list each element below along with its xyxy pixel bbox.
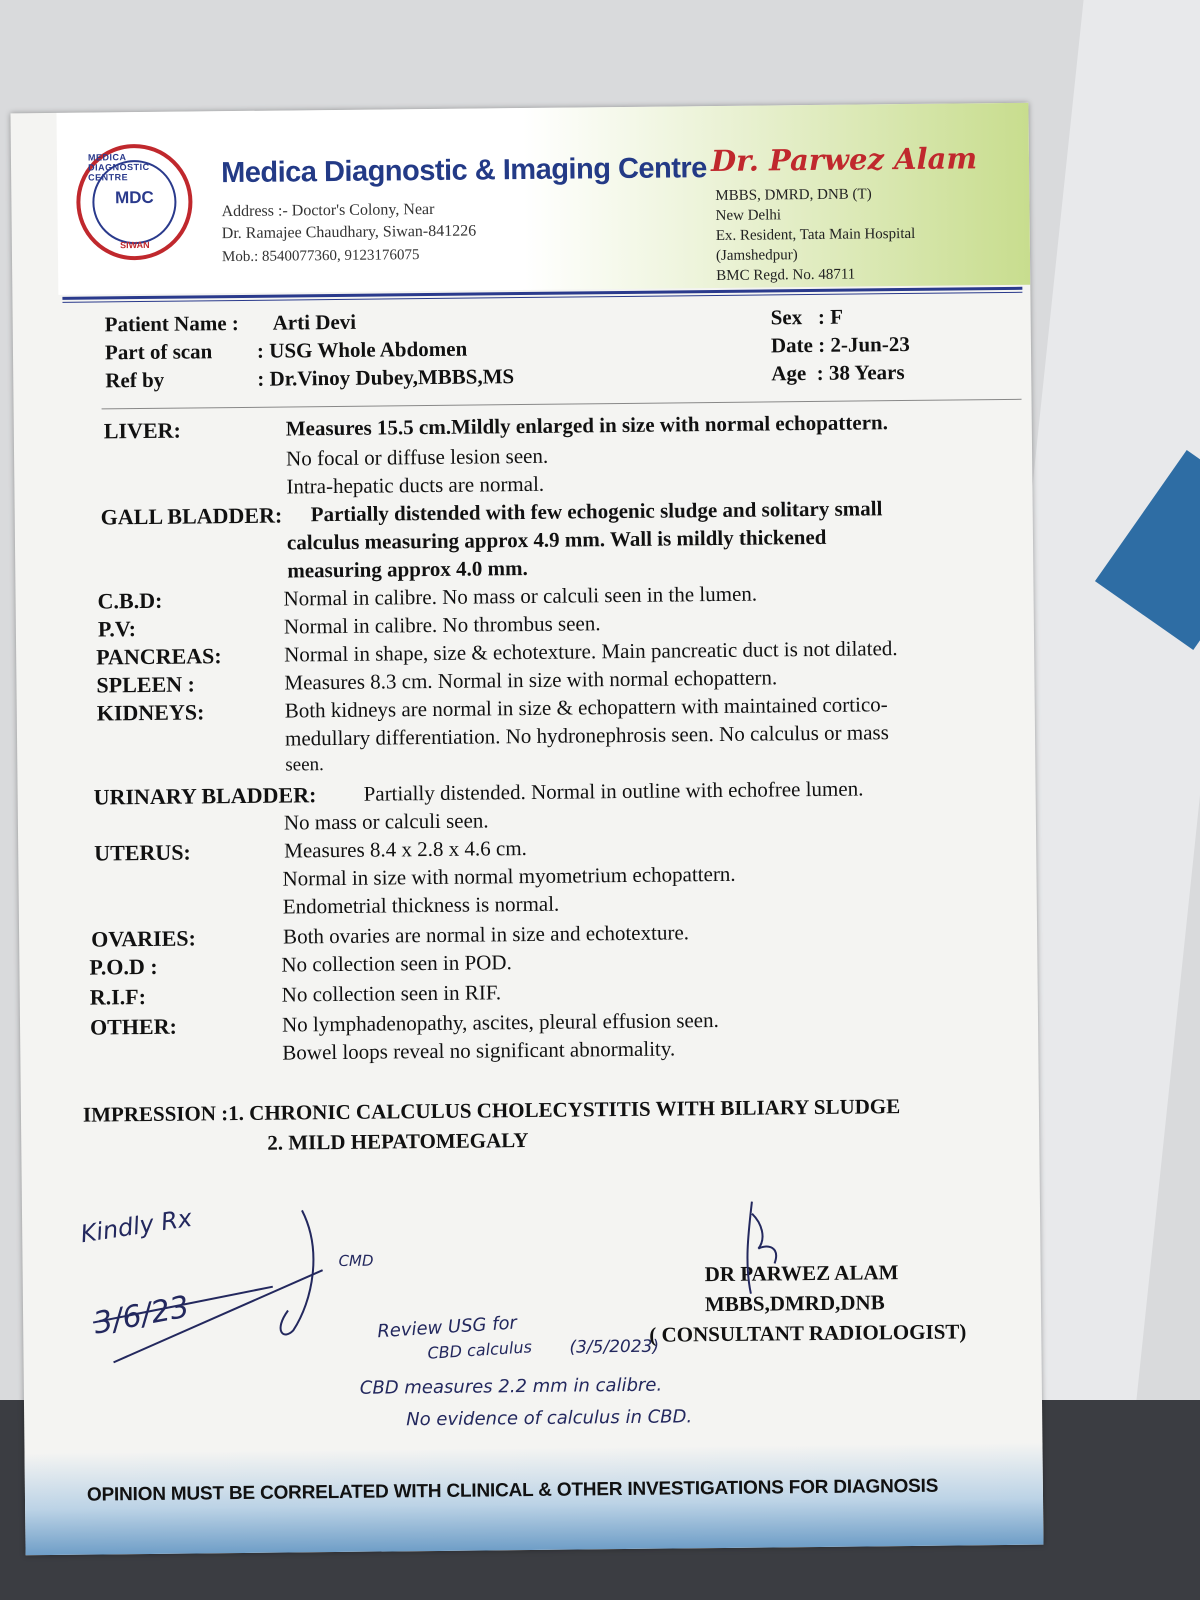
impression-line-1: IMPRESSION :1. CHRONIC CALCULUS CHOLECYSTITIS WITH BILIARY SLUDGE xyxy=(82,1094,901,1127)
pv-label: P.V: xyxy=(97,616,137,642)
gall-bladder-finding-1: Partially distended with few echogenic sludge and solitary small xyxy=(310,496,883,527)
logo-arc-text: MEDICA DIAGNOSTIC CENTRE xyxy=(87,152,150,183)
cbd-label: C.B.D: xyxy=(97,587,163,614)
handwritten-note-1: Review USG for xyxy=(376,1312,518,1343)
gall-bladder-finding-2: calculus measuring approx 4.9 mm. Wall is mildly thickened xyxy=(286,524,827,555)
radiologist-degrees: MBBS,DMRD,DNB xyxy=(704,1290,885,1317)
clinic-mobile: Mob.: 8540077360, 9123176075 xyxy=(221,247,420,266)
gall-bladder-label: GALL BLADDER: xyxy=(100,502,283,530)
doctor-city: New Delhi xyxy=(715,207,782,224)
radiologist-signature xyxy=(722,1193,803,1304)
doctor-regd: BMC Regd. No. 48711 xyxy=(716,266,856,284)
handwritten-cmd: CMD xyxy=(338,1251,374,1270)
other-finding-2: Bowel loops reveal no significant abnormality. xyxy=(282,1036,676,1065)
cbd-finding: Normal in calibre. No mass or calculi seen in the lumen. xyxy=(283,581,758,611)
pod-label: P.O.D : xyxy=(89,953,158,980)
handwritten-note-4: No evidence of calculus in CBD. xyxy=(406,1406,693,1431)
clinic-address-2: Dr. Ramajee Chaudhary, Siwan-841226 xyxy=(221,222,477,243)
gall-bladder-finding-3: measuring approx 4.0 mm. xyxy=(287,555,528,583)
part-of-scan-label: Part of scan xyxy=(104,339,213,365)
pv-finding: Normal in calibre. No thrombus seen. xyxy=(283,611,601,639)
rif-label: R.I.F: xyxy=(89,984,147,1010)
uterus-finding-1: Measures 8.4 x 2.8 x 4.6 cm. xyxy=(284,836,527,863)
kidneys-finding-3: seen. xyxy=(285,754,324,776)
patient-sex: Sex : F xyxy=(770,304,844,330)
clinic-name: Medica Diagnostic & Imaging Centre xyxy=(220,152,708,190)
urinary-bladder-finding-1: Partially distended. Normal in outline with echofree lumen. xyxy=(363,776,864,806)
kidneys-label: KIDNEYS: xyxy=(96,699,205,726)
uterus-finding-3: Endometrial thickness is normal. xyxy=(282,891,560,919)
pod-finding: No collection seen in POD. xyxy=(281,950,512,977)
liver-label: LIVER: xyxy=(103,417,181,444)
handwritten-note-3: CBD measures 2.2 mm in calibre. xyxy=(359,1374,663,1399)
logo-place: SIWAN xyxy=(120,239,150,251)
urinary-bladder-label: URINARY BLADDER: xyxy=(93,782,317,810)
patient-divider xyxy=(102,399,1022,410)
footer-disclaimer: OPINION MUST BE CORRELATED WITH CLINICAL & OTHER INVESTIGATIONS FOR DIAGNOSIS xyxy=(86,1475,939,1506)
impression-line-2: 2. MILD HEPATOMEGALY xyxy=(267,1128,529,1155)
ovaries-label: OVARIES: xyxy=(90,925,197,952)
logo-initials: MDC xyxy=(114,187,154,208)
urinary-bladder-finding-2: No mass or calculi seen. xyxy=(283,808,489,835)
doctor-name: Dr. Parwez Alam xyxy=(710,141,978,179)
liver-finding-3: Intra-hepatic ducts are normal. xyxy=(286,471,545,499)
liver-finding-1: Measures 15.5 cm.Mildly enlarged in size with normal echopattern. xyxy=(285,410,889,441)
ovaries-finding: Both ovaries are normal in size and echotexture. xyxy=(282,920,690,949)
clinic-logo xyxy=(76,143,193,260)
spleen-label: SPLEEN : xyxy=(96,671,196,698)
doctor-resident: Ex. Resident, Tata Main Hospital xyxy=(715,225,916,244)
patient-age: Age : 38 Years xyxy=(771,360,905,386)
part-of-scan: : USG Whole Abdomen xyxy=(256,336,468,363)
ref-by-label: Ref by xyxy=(105,367,165,393)
rif-finding: No collection seen in RIF. xyxy=(281,980,502,1007)
uterus-label: UTERUS: xyxy=(94,839,191,866)
ref-by: : Dr.Vinoy Dubey,MBBS,MS xyxy=(257,364,515,391)
pancreas-finding: Normal in shape, size & echotexture. Main pancreatic duct is not dilated. xyxy=(284,636,898,667)
handwritten-date-left: 3/6/23 xyxy=(90,1289,193,1342)
doctor-hospital-city: (Jamshedpur) xyxy=(715,247,798,264)
clinic-address-1: Address :- Doctor's Colony, Near xyxy=(221,200,435,221)
letterhead xyxy=(56,103,1030,295)
scan-date: Date : 2-Jun-23 xyxy=(770,331,910,358)
other-finding-1: No lymphadenopathy, ascites, pleural effusion seen. xyxy=(281,1008,719,1037)
kidneys-finding-1: Both kidneys are normal in size & echopattern with maintained cortico- xyxy=(284,692,888,723)
spleen-finding: Measures 8.3 cm. Normal in size with normal echopattern. xyxy=(284,665,778,695)
referrer-signature xyxy=(72,1190,374,1393)
uterus-finding-2: Normal in size with normal myometrium echopattern. xyxy=(282,861,736,891)
other-label: OTHER: xyxy=(89,1013,177,1040)
handwritten-note-left: Kindly Rx xyxy=(78,1203,194,1249)
doctor-qualification: MBBS, DMRD, DNB (T) xyxy=(715,186,872,204)
radiologist-title: ( CONSULTANT RADIOLOGIST) xyxy=(649,1319,967,1347)
patient-name-label: Patient Name : xyxy=(104,310,239,337)
radiologist-name: DR PARWEZ ALAM xyxy=(704,1260,899,1287)
handwritten-note-date: (3/5/2023) xyxy=(569,1336,660,1358)
handwritten-note-2: CBD calculus xyxy=(426,1337,533,1363)
pancreas-label: PANCREAS: xyxy=(96,643,222,670)
patient-name: Arti Devi xyxy=(272,309,357,335)
report-page xyxy=(10,103,1043,1556)
liver-finding-2: No focal or diffuse lesion seen. xyxy=(285,443,549,471)
kidneys-finding-2: medullary differentiation. No hydronephrosis seen. No calculus or mass xyxy=(284,720,889,751)
